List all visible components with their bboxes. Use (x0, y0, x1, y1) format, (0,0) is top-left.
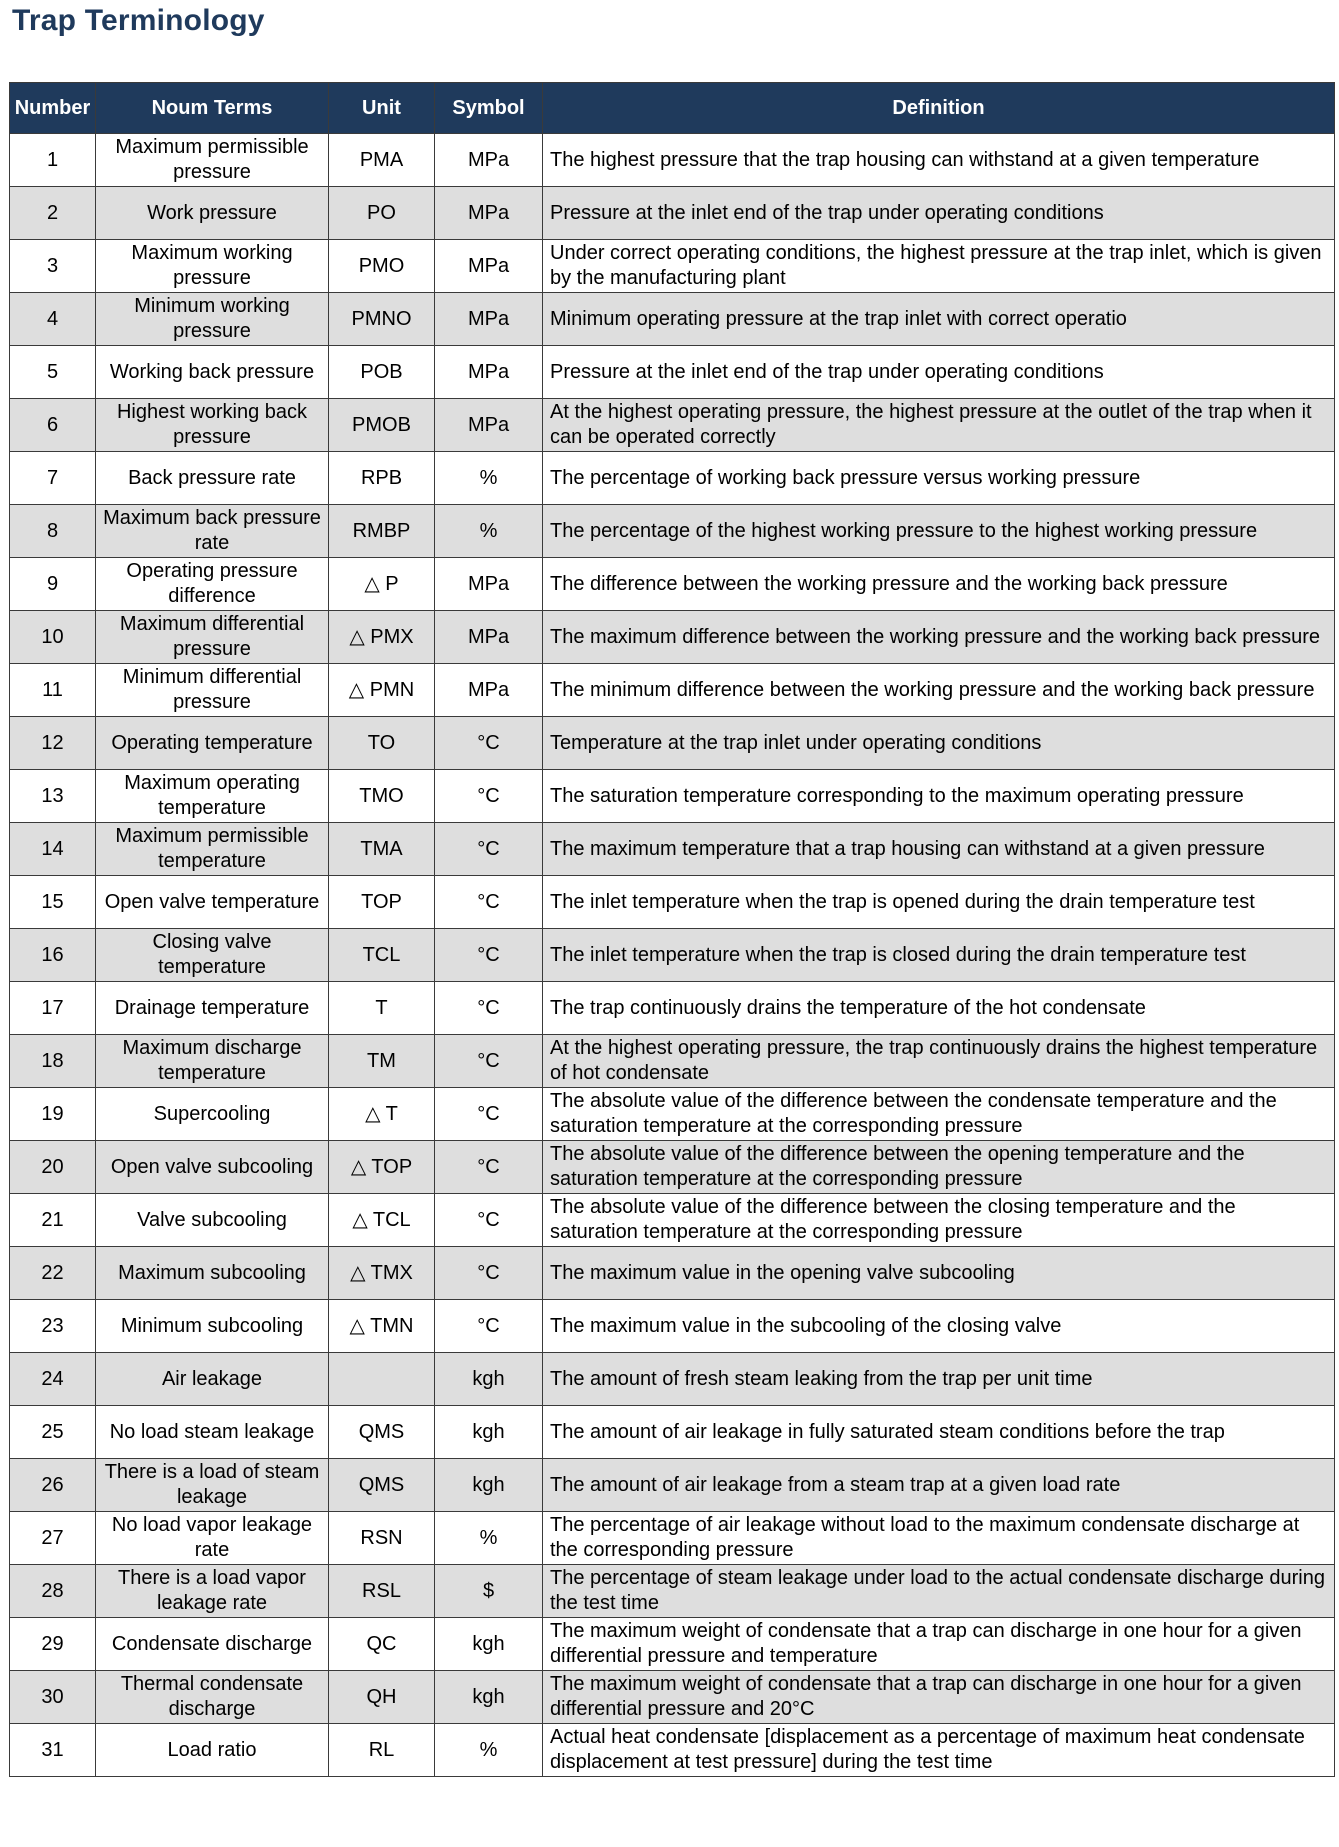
cell-term: Thermal condensate discharge (96, 1671, 329, 1724)
cell-definition: The percentage of the highest working pressure to the highest working pressure (543, 505, 1335, 558)
cell-unit: PO (329, 187, 435, 240)
cell-term: No load vapor leakage rate (96, 1512, 329, 1565)
cell-term: There is a load of steam leakage (96, 1459, 329, 1512)
table-row (10, 187, 1335, 240)
table-row (10, 770, 1335, 823)
cell-definition: Pressure at the inlet end of the trap under operating conditions (543, 187, 1335, 240)
cell-number: 16 (10, 929, 96, 982)
cell-number: 20 (10, 1141, 96, 1194)
cell-definition: The inlet temperature when the trap is closed during the drain temperature test (543, 929, 1335, 982)
cell-unit: TMO (329, 770, 435, 823)
table-row (10, 1353, 1335, 1406)
cell-number: 5 (10, 346, 96, 399)
table-row (10, 1618, 1335, 1671)
cell-number: 12 (10, 717, 96, 770)
cell-number: 27 (10, 1512, 96, 1565)
cell-definition: The amount of air leakage from a steam trap at a given load rate (543, 1459, 1335, 1512)
cell-term: No load steam leakage (96, 1406, 329, 1459)
cell-definition: The difference between the working pressure and the working back pressure (543, 558, 1335, 611)
table-row (10, 1194, 1335, 1247)
cell-definition: The maximum difference between the working pressure and the working back pressure (543, 611, 1335, 664)
cell-term: There is a load vapor leakage rate (96, 1565, 329, 1618)
cell-number: 23 (10, 1300, 96, 1353)
table-row (10, 717, 1335, 770)
cell-symbol: MPa (435, 611, 543, 664)
cell-symbol: % (435, 452, 543, 505)
cell-definition: The maximum weight of condensate that a trap can discharge in one hour for a given differential pressure and 20°C (543, 1671, 1335, 1724)
table-row (10, 1141, 1335, 1194)
cell-symbol: MPa (435, 558, 543, 611)
cell-unit: TOP (329, 876, 435, 929)
cell-definition: The trap continuously drains the temperature of the hot condensate (543, 982, 1335, 1035)
cell-unit: QC (329, 1618, 435, 1671)
cell-unit: RL (329, 1724, 435, 1777)
cell-term: Working back pressure (96, 346, 329, 399)
table-row (10, 1035, 1335, 1088)
cell-number: 21 (10, 1194, 96, 1247)
table-row (10, 399, 1335, 452)
table-row (10, 1565, 1335, 1618)
cell-definition: Minimum operating pressure at the trap inlet with correct operatio (543, 293, 1335, 346)
cell-unit: △ PMN (329, 664, 435, 717)
cell-term: Maximum permissible temperature (96, 823, 329, 876)
cell-unit: QMS (329, 1459, 435, 1512)
column-header-term: Noum Terms (96, 83, 329, 134)
cell-unit: △ PMX (329, 611, 435, 664)
page-title: Trap Terminology (12, 4, 265, 37)
cell-number: 3 (10, 240, 96, 293)
cell-symbol: kgh (435, 1459, 543, 1512)
table-row (10, 134, 1335, 187)
cell-definition: Under correct operating conditions, the highest pressure at the trap inlet, which is given by the manufacturing plant (543, 240, 1335, 293)
cell-term: Maximum back pressure rate (96, 505, 329, 558)
cell-unit: TCL (329, 929, 435, 982)
table-row (10, 505, 1335, 558)
cell-definition: The percentage of working back pressure versus working pressure (543, 452, 1335, 505)
table-header-row (10, 83, 1335, 134)
cell-definition: The maximum value in the opening valve subcooling (543, 1247, 1335, 1300)
cell-definition: Temperature at the trap inlet under operating conditions (543, 717, 1335, 770)
cell-number: 11 (10, 664, 96, 717)
cell-number: 10 (10, 611, 96, 664)
cell-symbol: kgh (435, 1618, 543, 1671)
cell-number: 14 (10, 823, 96, 876)
cell-unit: PMA (329, 134, 435, 187)
cell-unit: RSN (329, 1512, 435, 1565)
cell-number: 28 (10, 1565, 96, 1618)
table-row (10, 1724, 1335, 1777)
table-row (10, 1300, 1335, 1353)
cell-unit: △ TMX (329, 1247, 435, 1300)
cell-definition: The saturation temperature corresponding to the maximum operating pressure (543, 770, 1335, 823)
table-row (10, 293, 1335, 346)
cell-number: 15 (10, 876, 96, 929)
cell-number: 13 (10, 770, 96, 823)
cell-term: Maximum operating temperature (96, 770, 329, 823)
cell-number: 8 (10, 505, 96, 558)
cell-definition: Actual heat condensate [displacement as a percentage of maximum heat condensate displacement at test pressure] during the test time (543, 1724, 1335, 1777)
cell-term: Minimum differential pressure (96, 664, 329, 717)
cell-number: 2 (10, 187, 96, 240)
column-header-unit: Unit (329, 83, 435, 134)
cell-definition: The absolute value of the difference between the opening temperature and the saturation temperature at the corresponding pressure (543, 1141, 1335, 1194)
cell-unit: QH (329, 1671, 435, 1724)
cell-symbol: % (435, 1724, 543, 1777)
cell-symbol: °C (435, 1300, 543, 1353)
cell-number: 24 (10, 1353, 96, 1406)
table-row (10, 346, 1335, 399)
cell-unit: TM (329, 1035, 435, 1088)
table-row (10, 1671, 1335, 1724)
table-row (10, 452, 1335, 505)
cell-symbol: °C (435, 1247, 543, 1300)
cell-symbol: kgh (435, 1406, 543, 1459)
cell-number: 9 (10, 558, 96, 611)
cell-term: Maximum subcooling (96, 1247, 329, 1300)
cell-number: 1 (10, 134, 96, 187)
table-row (10, 823, 1335, 876)
cell-term: Open valve subcooling (96, 1141, 329, 1194)
cell-definition: The amount of air leakage in fully saturated steam conditions before the trap (543, 1406, 1335, 1459)
cell-term: Operating pressure difference (96, 558, 329, 611)
column-header-symbol: Symbol (435, 83, 543, 134)
table-row (10, 1088, 1335, 1141)
cell-definition: The percentage of air leakage without load to the maximum condensate discharge at the corresponding pressure (543, 1512, 1335, 1565)
cell-term: Valve subcooling (96, 1194, 329, 1247)
cell-unit: TO (329, 717, 435, 770)
cell-definition: At the highest operating pressure, the trap continuously drains the highest temperature of hot condensate (543, 1035, 1335, 1088)
table-row (10, 876, 1335, 929)
cell-symbol: % (435, 1512, 543, 1565)
cell-number: 26 (10, 1459, 96, 1512)
cell-symbol: kgh (435, 1671, 543, 1724)
table-row (10, 240, 1335, 293)
cell-unit: POB (329, 346, 435, 399)
cell-unit: △ T (329, 1088, 435, 1141)
table-body (10, 134, 1335, 1777)
cell-unit: △ TOP (329, 1141, 435, 1194)
cell-definition: At the highest operating pressure, the highest pressure at the outlet of the trap when it can be operated correctly (543, 399, 1335, 452)
cell-unit: PMO (329, 240, 435, 293)
cell-symbol: °C (435, 982, 543, 1035)
cell-unit: QMS (329, 1406, 435, 1459)
cell-symbol: MPa (435, 134, 543, 187)
cell-number: 25 (10, 1406, 96, 1459)
column-header-number: Number (10, 83, 96, 134)
table-row (10, 1406, 1335, 1459)
cell-term: Back pressure rate (96, 452, 329, 505)
cell-definition: The amount of fresh steam leaking from the trap per unit time (543, 1353, 1335, 1406)
cell-definition: The percentage of steam leakage under load to the actual condensate discharge during the test time (543, 1565, 1335, 1618)
cell-definition: The maximum temperature that a trap housing can withstand at a given pressure (543, 823, 1335, 876)
cell-symbol: °C (435, 1035, 543, 1088)
table-row (10, 982, 1335, 1035)
cell-term: Closing valve temperature (96, 929, 329, 982)
cell-number: 4 (10, 293, 96, 346)
cell-symbol: °C (435, 717, 543, 770)
cell-symbol: MPa (435, 346, 543, 399)
cell-definition: The maximum value in the subcooling of the closing valve (543, 1300, 1335, 1353)
cell-unit: TMA (329, 823, 435, 876)
terminology-table (9, 82, 1335, 1777)
cell-term: Supercooling (96, 1088, 329, 1141)
cell-definition: The inlet temperature when the trap is opened during the drain temperature test (543, 876, 1335, 929)
cell-symbol: °C (435, 929, 543, 982)
cell-symbol: % (435, 505, 543, 558)
cell-definition: The highest pressure that the trap housing can withstand at a given temperature (543, 134, 1335, 187)
cell-symbol: MPa (435, 399, 543, 452)
cell-symbol: kgh (435, 1353, 543, 1406)
cell-term: Maximum discharge temperature (96, 1035, 329, 1088)
cell-number: 17 (10, 982, 96, 1035)
cell-term: Operating temperature (96, 717, 329, 770)
table-row (10, 1459, 1335, 1512)
table-row (10, 929, 1335, 982)
table-row (10, 1512, 1335, 1565)
cell-term: Air leakage (96, 1353, 329, 1406)
cell-definition: The maximum weight of condensate that a trap can discharge in one hour for a given differential pressure and temperature (543, 1618, 1335, 1671)
cell-symbol: °C (435, 1141, 543, 1194)
cell-unit: PMNO (329, 293, 435, 346)
cell-number: 22 (10, 1247, 96, 1300)
cell-unit (329, 1353, 435, 1406)
cell-symbol: MPa (435, 240, 543, 293)
cell-definition: The absolute value of the difference between the closing temperature and the saturation temperature at the corresponding pressure (543, 1194, 1335, 1247)
cell-unit: T (329, 982, 435, 1035)
cell-symbol: MPa (435, 664, 543, 717)
table-row (10, 558, 1335, 611)
cell-definition: The absolute value of the difference between the condensate temperature and the saturation temperature at the corresponding pressure (543, 1088, 1335, 1141)
cell-symbol: MPa (435, 293, 543, 346)
cell-unit: PMOB (329, 399, 435, 452)
cell-unit: RPB (329, 452, 435, 505)
cell-symbol: °C (435, 823, 543, 876)
cell-symbol: °C (435, 770, 543, 823)
cell-unit: △ TCL (329, 1194, 435, 1247)
cell-term: Work pressure (96, 187, 329, 240)
cell-symbol: MPa (435, 187, 543, 240)
cell-symbol: °C (435, 876, 543, 929)
cell-term: Maximum working pressure (96, 240, 329, 293)
cell-number: 29 (10, 1618, 96, 1671)
cell-number: 31 (10, 1724, 96, 1777)
cell-number: 7 (10, 452, 96, 505)
cell-term: Maximum permissible pressure (96, 134, 329, 187)
table-row (10, 664, 1335, 717)
cell-symbol: °C (435, 1194, 543, 1247)
table-row (10, 611, 1335, 664)
cell-unit: △ TMN (329, 1300, 435, 1353)
cell-symbol: °C (435, 1088, 543, 1141)
cell-term: Open valve temperature (96, 876, 329, 929)
cell-unit: RSL (329, 1565, 435, 1618)
cell-definition: Pressure at the inlet end of the trap under operating conditions (543, 346, 1335, 399)
table-row (10, 1247, 1335, 1300)
column-header-definition: Definition (543, 83, 1335, 134)
cell-unit: RMBP (329, 505, 435, 558)
cell-term: Minimum subcooling (96, 1300, 329, 1353)
cell-term: Minimum working pressure (96, 293, 329, 346)
cell-definition: The minimum difference between the working pressure and the working back pressure (543, 664, 1335, 717)
cell-term: Drainage temperature (96, 982, 329, 1035)
cell-term: Load ratio (96, 1724, 329, 1777)
cell-term: Highest working back pressure (96, 399, 329, 452)
cell-number: 18 (10, 1035, 96, 1088)
cell-symbol: $ (435, 1565, 543, 1618)
cell-number: 30 (10, 1671, 96, 1724)
cell-term: Maximum differential pressure (96, 611, 329, 664)
cell-number: 19 (10, 1088, 96, 1141)
cell-unit: △ P (329, 558, 435, 611)
cell-number: 6 (10, 399, 96, 452)
cell-term: Condensate discharge (96, 1618, 329, 1671)
